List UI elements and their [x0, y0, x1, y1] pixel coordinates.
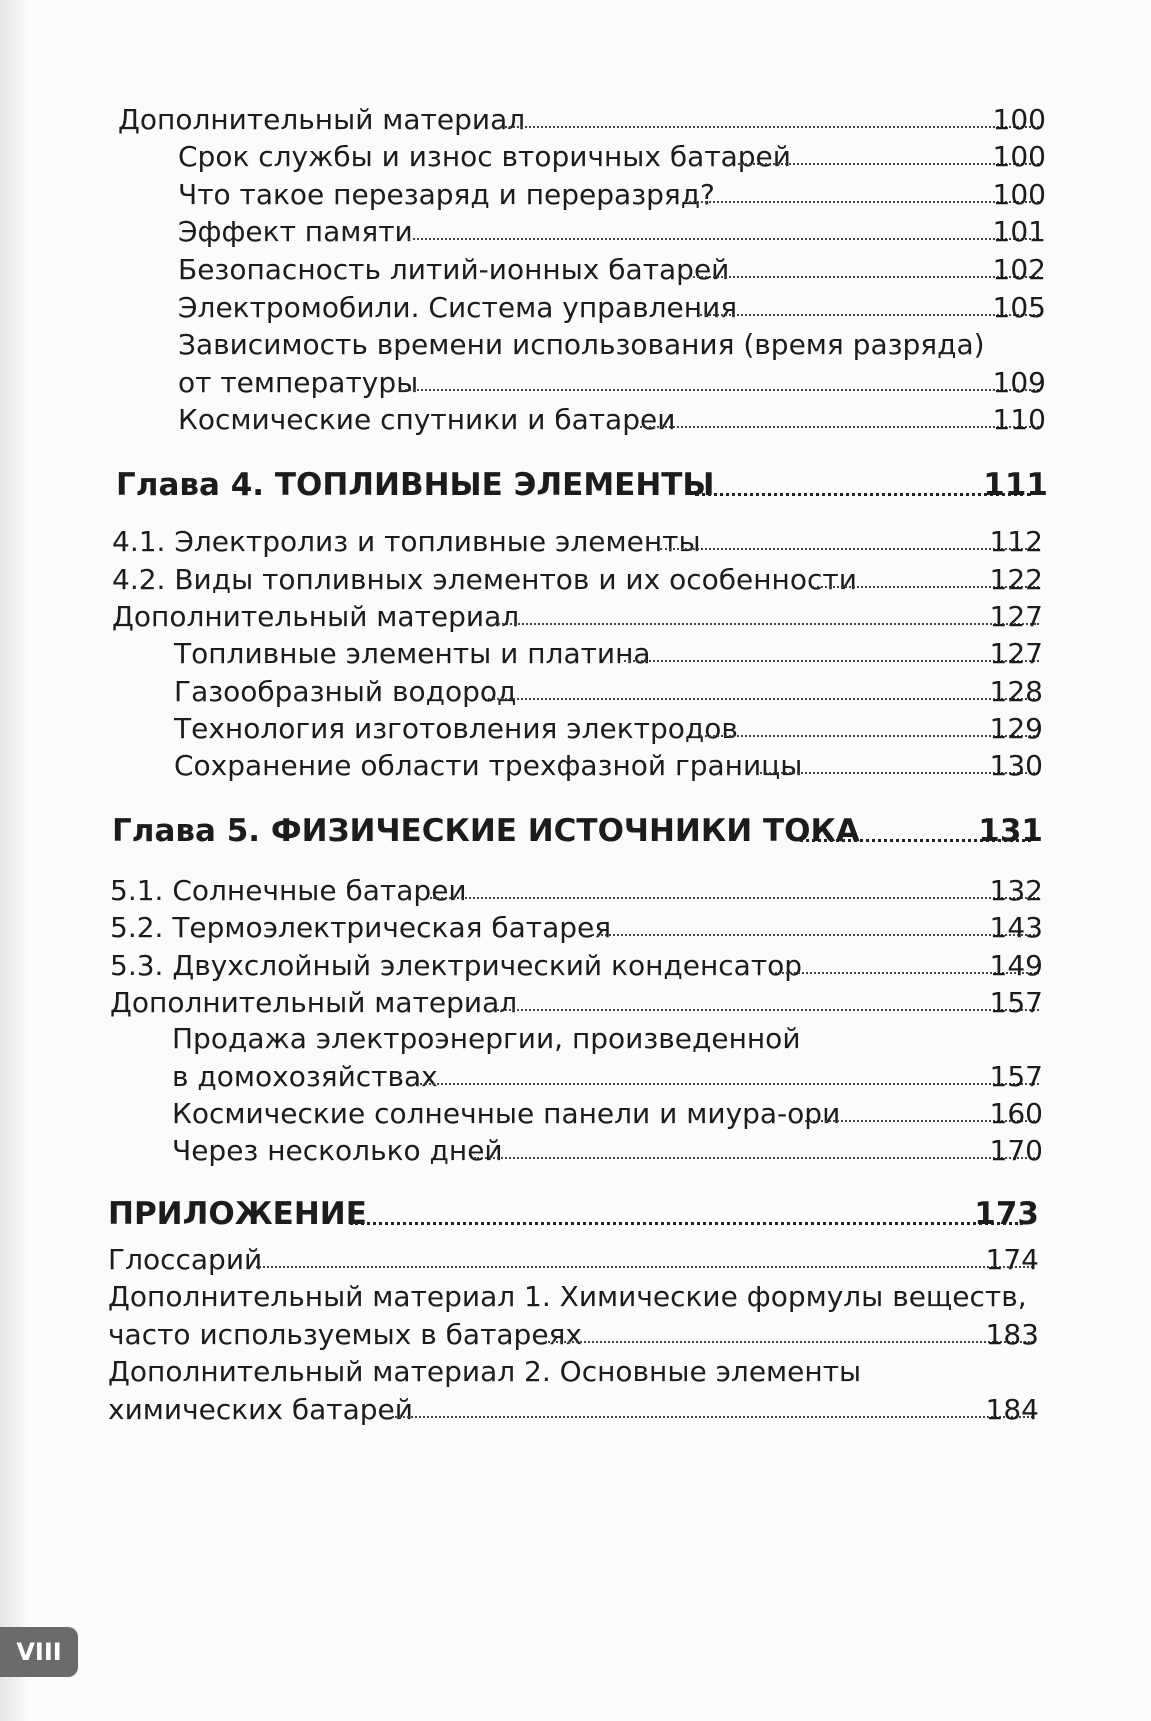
toc-entry-title: Что такое перезаряд и переразряд?	[178, 178, 715, 211]
toc-entry-title: ПРИЛОЖЕНИЕ	[108, 1196, 367, 1232]
toc-page-number: 174	[985, 1243, 1039, 1276]
toc-page-number: 127	[989, 637, 1043, 670]
dot-leader	[688, 276, 1039, 278]
toc-page-number: 129	[989, 712, 1043, 745]
toc-entry-title: Дополнительный материал	[112, 600, 520, 633]
toc-entry-title: Космические солнечные панели и миура-ори	[172, 1097, 841, 1130]
toc-entry-title: Газообразный водород	[174, 675, 517, 708]
toc-page-number: 157	[989, 1060, 1043, 1093]
dot-leader	[700, 314, 1039, 316]
dot-leader	[256, 1266, 1033, 1268]
toc-page-number: 100	[992, 140, 1046, 173]
dot-leader	[488, 698, 1039, 700]
toc-entry-title-continued: часто используемых в батареях	[108, 1318, 582, 1351]
toc-entry-title: Глоссарий	[108, 1243, 263, 1276]
dot-leader	[400, 389, 1039, 391]
dot-leader	[545, 1341, 1033, 1343]
dot-leader	[500, 126, 1039, 128]
toc-page-number: 132	[989, 874, 1043, 907]
toc-entry-title-continued: в домохозяйствах	[172, 1060, 438, 1093]
toc-page-number: 100	[992, 178, 1046, 211]
toc-entry-title: Через несколько дней	[172, 1134, 503, 1167]
page-edge-shadow	[0, 0, 28, 1721]
toc-page-number: 160	[989, 1097, 1043, 1130]
toc-page-number: 127	[989, 600, 1043, 633]
toc-entry-title: Глава 4. ТОПЛИВНЫЕ ЭЛЕМЕНТЫ	[116, 467, 715, 503]
dot-leader	[695, 493, 1031, 496]
toc-entry-title: Сохранение области трехфазной границы	[174, 749, 803, 782]
toc-page-number: 130	[989, 749, 1043, 782]
dot-leader	[350, 1222, 1023, 1225]
toc-entry-title: Дополнительный материал	[118, 103, 526, 136]
dot-leader	[408, 238, 1039, 240]
toc-page-number: 149	[989, 949, 1043, 982]
toc-entry-title: 5.2. Термоэлектрическая батарея	[110, 911, 612, 944]
dot-leader	[700, 735, 1039, 737]
toc-page-number: 105	[992, 291, 1046, 324]
toc-entry-title: 5.3. Двухслойный электрический конденсатор	[110, 949, 803, 982]
toc-page-number: 173	[974, 1196, 1039, 1232]
toc-page-number: 122	[989, 563, 1043, 596]
dot-leader	[592, 934, 1039, 936]
dot-leader	[660, 548, 1039, 550]
toc-page-number: 157	[989, 986, 1043, 1019]
toc-entry-title: Космические спутники и батареи	[178, 403, 676, 436]
dot-leader	[430, 897, 1039, 899]
dot-leader	[685, 201, 1039, 203]
toc-page-number: 112	[989, 525, 1043, 558]
toc-page-number: 109	[992, 366, 1046, 399]
toc-entry-title: Безопасность литий-ионных батарей	[178, 253, 730, 286]
toc-entry-title: 4.2. Виды топливных элементов и их особенности	[112, 563, 857, 596]
dot-leader	[640, 426, 1039, 428]
dot-leader	[392, 1416, 1033, 1418]
toc-entry-title: Технология изготовления электродов	[174, 712, 738, 745]
toc-page-number: 111	[983, 467, 1048, 503]
toc-entry-title: Дополнительный материал 1. Химические формулы веществ,	[108, 1280, 1027, 1313]
toc-entry-title: Электромобили. Система управления	[178, 291, 738, 324]
toc-entry-title: 4.1. Электролиз и топливные элементы	[112, 525, 701, 558]
toc-page-number: 101	[992, 215, 1046, 248]
toc-page-number: 102	[992, 253, 1046, 286]
dot-leader	[492, 1009, 1039, 1011]
toc-page-number: 110	[992, 403, 1046, 436]
dot-leader	[495, 623, 1039, 625]
dot-leader	[420, 1083, 1039, 1085]
toc-entry-title: Зависимость времени использования (время разряда)	[178, 328, 985, 361]
toc-entry-title: Продажа электроэнергии, произведенной	[172, 1022, 801, 1055]
toc-entry-title: Эффект памяти	[178, 215, 413, 248]
toc-page-number: 183	[985, 1318, 1039, 1351]
toc-page-number: 143	[989, 911, 1043, 944]
toc-entry-title: Топливные элементы и платина	[174, 637, 651, 670]
toc-page-number: 100	[992, 103, 1046, 136]
toc-entry-title: Глава 5. ФИЗИЧЕСКИЕ ИСТОЧНИКИ ТОКА	[112, 813, 860, 849]
toc-page-number: 131	[978, 813, 1043, 849]
toc-page-number: 184	[985, 1393, 1039, 1426]
dot-leader	[474, 1157, 1039, 1159]
toc-entry-title: Срок службы и износ вторичных батарей	[178, 140, 791, 173]
toc-entry-title-continued: химических батарей	[108, 1393, 413, 1426]
toc-page-number: 128	[989, 675, 1043, 708]
dot-leader	[624, 660, 1039, 662]
page-number-badge: VIII	[0, 1627, 78, 1677]
toc-entry-title-continued: от температуры	[178, 366, 419, 399]
toc-page-number: 170	[989, 1134, 1043, 1167]
toc-entry-title: Дополнительный материал	[110, 986, 518, 1019]
toc-entry-title: 5.1. Солнечные батареи	[110, 874, 467, 907]
toc-entry-title: Дополнительный материал 2. Основные элементы	[108, 1355, 862, 1388]
